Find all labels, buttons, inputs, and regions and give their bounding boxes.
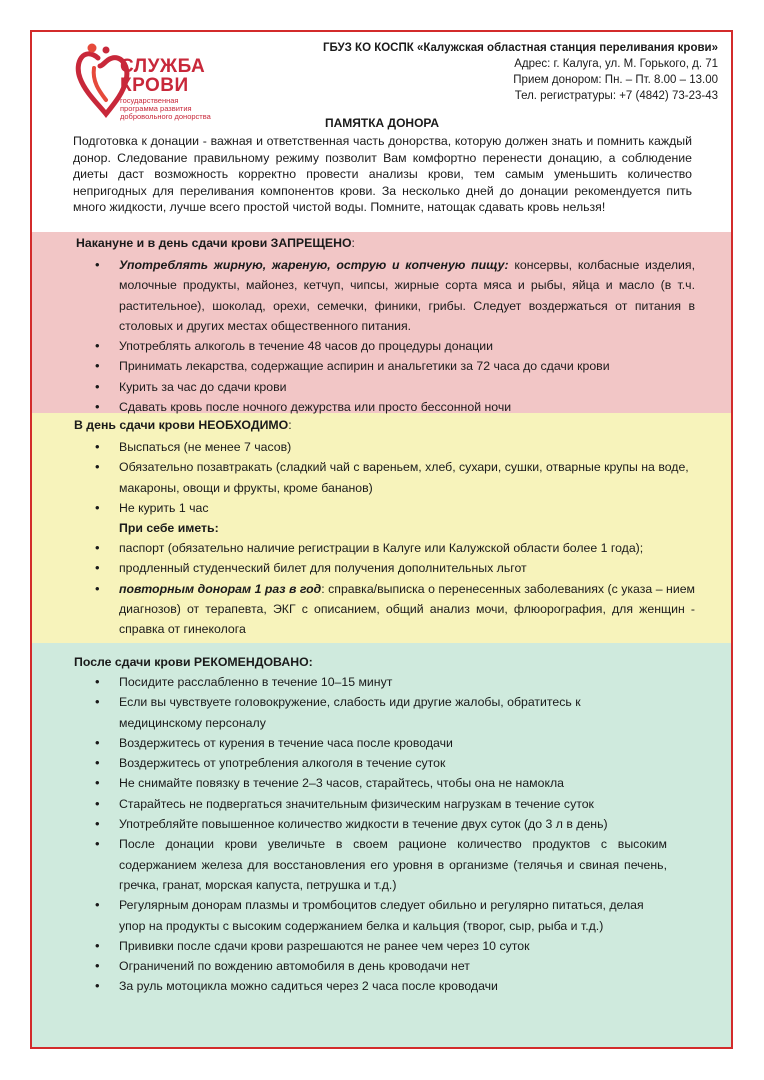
list-item: • Прививки после сдачи крови разрешаются не ранее чем через 10 суток [95,936,667,956]
list-item: • Старайтесь не подвергаться значительным физическим нагрузкам в течение суток [95,794,667,814]
organization-info [323,40,718,104]
list-item: • Воздержитесь от курения в течение часа после кроводачи [95,733,667,753]
logo-title: СЛУЖБА КРОВИ [120,56,206,96]
list-item: • Посидите расслабленно в течение 10–15 минут [95,672,667,692]
person-head-icon-2 [103,47,110,54]
list-item: • паспорт (обязательно наличие регистрации в Калуге или Калужской области более 1 года); [95,538,695,558]
list-item: • Воздержитесь от употребления алкоголя в течение суток [95,753,667,773]
recommended-list [95,672,667,997]
list-item: • Выспаться (не менее 7 часов) [95,437,695,457]
list-item: • Сдавать кровь после ночного дежурства или просто бессонной ночи [95,397,695,417]
bring-list [95,538,695,639]
list-item: • Если вы чувствуете головокружение, слабость иди другие жалобы, обратитесь к медицинскому персоналу [95,692,667,733]
organization-name: ГБУЗ КО КОСПК «Калужская областная станция переливания крови» [323,42,718,54]
list-item: • продленный студенческий билет для получения дополнительных льгот [95,558,695,578]
bring-heading: При себе иметь: [119,521,219,536]
person-head-icon [88,44,97,53]
list-item: • повторным донорам 1 раз в год: справка/выписка о перенесенных заболеваниях (с указа – нием диагнозов) от терапевта, ЭКГ с описанием, общий анализ мочи, флюорография, для женщин - справка от гинеколога [95,579,695,640]
list-item: • Курить за час до сдачи крови [95,377,695,397]
list-item: • Употреблять жирную, жареную, острую и копченую пищу: консервы, колбасные изделия, молочные продукты, майонез, кетчуп, чипсы, жирные сорта мяса и рыбы, яйца и масло (в т.ч. растительное), шоколад, орехи, семечки, финики, грибы. Следует воздержаться от питания в столовых и других местах общественного питания. [95,255,695,336]
list-item: • Не снимайте повязку в течение 2–3 часов, старайтесь, чтобы она не намокла [95,773,667,793]
forbidden-list [95,255,695,417]
forbidden-heading: Накануне и в день сдачи крови ЗАПРЕЩЕНО: [76,236,355,250]
list-item: • Обязательно позавтракать (сладкий чай с вареньем, хлеб, сухари, сушки, отварные крупы на воде, макароны, овощи и фрукты, кроме бананов) [95,457,695,498]
list-item: • После донации крови увеличьте в своем рационе количество продуктов с высоким содержанием железа для восстановления его уровня в организме (телячья и свиная печень, гречка, гранат, морская капуста, петрушка и т.д.) [95,834,667,895]
required-heading: В день сдачи крови НЕОБХОДИМО: [74,418,292,432]
required-list [95,437,695,538]
list-item: • Ограничений по вождению автомобиля в день кроводачи нет [95,956,667,976]
list-item: • Регулярным донорам плазмы и тромбоцитов следует обильно и регулярно питаться, делая упор на продукты с высоким содержанием белка и кальция (творог, сыр, рыба и т.д.) [95,895,667,936]
logo-subtitle: государственная программа развития добровольного донорства [120,96,211,121]
list-item: • За руль мотоцикла можно садиться через 2 часа после кроводачи [95,976,667,996]
reception-hours: Прием донором: Пн. – Пт. 8.00 – 13.00 [513,74,718,86]
registry-phone: Тел. регистратуры: +7 (4842) 73-23-43 [514,90,718,102]
list-item: • Не курить 1 час [95,498,695,518]
list-item: • Употреблять алкоголь в течение 48 часов до процедуры донации [95,336,695,356]
list-item: • Употребляйте повышенное количество жидкости в течение двух суток (до 3 л в день) [95,814,667,834]
recommended-heading: После сдачи крови РЕКОМЕНДОВАНО: [74,655,313,669]
intro-paragraph: Подготовка к донации - важная и ответственная часть донорства, которую должен знать и помнить каждый донор. Следование правильному режиму позволит Вам комфортно перенести донацию, а соблюдение диеты даст возможность корректно провести анализы крови, тем самым уменьшить количество непригодных для переливания компонентов крови. За несколько дней до донации рекомендуется пить много жидкости, лучше всего простой чистой воды. Помните, натощак сдавать кровь нельзя! [73,134,692,214]
organization-address: Адрес: г. Калуга, ул. М. Горького, д. 71 [514,58,718,70]
page-title: ПАМЯТКА ДОНОРА [324,116,440,130]
list-item: • Принимать лекарства, содержащие аспирин и анальгетики за 72 часа до сдачи крови [95,356,695,376]
